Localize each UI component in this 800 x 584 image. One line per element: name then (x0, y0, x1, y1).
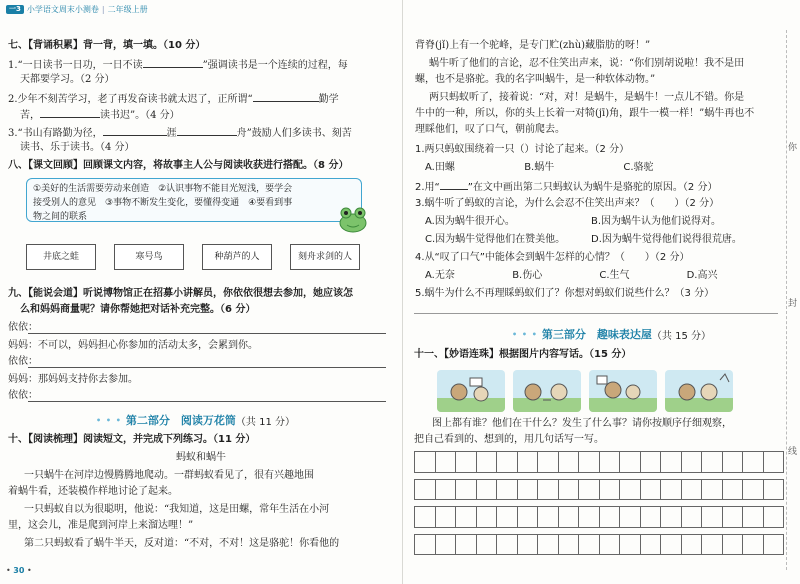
q4-option-b[interactable]: B.伤心 (512, 270, 543, 281)
story-r5: 牛中的一种，所以，你的头上长着一对犄(jī)角，跟牛一模一样！”蜗牛再也不 (415, 108, 755, 119)
q4-option-c[interactable]: C.生气 (599, 270, 630, 281)
q8-box-line-3: 物之间的联系 (33, 212, 88, 222)
q7-line-2: 天都要学习。（2 分） (20, 74, 115, 85)
q9-dialog-3: 依依： (8, 356, 38, 367)
card-hanhao-bird[interactable]: 寒号鸟 (114, 244, 184, 270)
page-header: 一3 小学语文周末小测卷 | 二年级上册 (6, 4, 148, 15)
q7-line-3: 2.少年不刻苦学习，老了再发奋读书就太迟了，正所谓“ 勤学 (8, 90, 339, 108)
q1-option-a[interactable]: A.田螺 (425, 162, 455, 173)
card-gourd-planter[interactable]: 种葫芦的人 (202, 244, 272, 270)
binding-word-3: 线 (788, 447, 798, 457)
q9-dialog-2: 妈妈：不可以，妈妈担心你参加的活动太多，会累到你。 (8, 340, 258, 351)
story-p1: 一只蜗牛在河岸边慢腾腾地爬动。一群蚂蚁看见了，很有兴趣地围 (24, 470, 314, 481)
binding-cut-line (786, 30, 787, 570)
part2-points: （共 11 分） (235, 416, 296, 428)
sub-q1-options (425, 160, 725, 176)
q11-prompt-1: 图上都有谁？他们在干什么？发生了什么事？请你按顺序仔细观察， (432, 418, 732, 429)
q10-title: 十、【阅读梳理】阅读短文，并完成下列练习。（11 分） (8, 434, 256, 445)
scene-picture-1 (437, 370, 505, 412)
story-p5: 第二只蚂蚁看了蜗牛半天，反对道：“不对，不对！这是骆驼！你看他的 (24, 538, 340, 549)
picture-sequence (437, 370, 733, 412)
sub-q1: 1.两只蚂蚁围绕着一只（）讨论了起来。（2 分） (415, 144, 630, 155)
q7-line-6: 读书、乐于读书。（4 分） (20, 142, 135, 153)
frog-mascot-icon (336, 205, 370, 233)
story-r1: 背脊(jǐ)上有一个驼峰，是专门贮(zhù)藏脂肪的呀！” (415, 40, 651, 51)
q11-title: 十一、【妙语连珠】根据图片内容写话。（15 分） (414, 349, 632, 360)
scene-picture-3 (589, 370, 657, 412)
scene-picture-2 (513, 370, 581, 412)
story-title: 蚂蚁和蜗牛 (176, 452, 226, 463)
q4-option-d[interactable]: D.高兴 (686, 270, 718, 281)
q8-story-cards (26, 244, 360, 270)
q11-prompt-2: 把自己看到的、想到的，用几句话写一写。 (414, 434, 604, 445)
sub-q4: 4.从“叹了口气”中能体会到蜗牛怎样的心情？（ ）（2 分） (415, 252, 690, 263)
q3-option-a[interactable]: A.因为蜗牛很开心。 (425, 216, 515, 227)
wavy-line-mark (440, 178, 468, 190)
q9-title-2: 么和妈妈商量呢？请你帮她把对话补充完整。（6 分） (20, 304, 256, 315)
q4-options (425, 268, 717, 284)
q7-line-4: 苦， 读书迟”。（4 分） (20, 106, 180, 124)
q7-blank-1[interactable] (143, 56, 203, 68)
q9-answer-line-3[interactable] (28, 401, 386, 402)
q4-option-a[interactable]: A.无奈 (425, 270, 455, 281)
q3-options-row-1 (425, 214, 721, 230)
q3-option-d[interactable]: D.因为蜗牛觉得他们说得很荒唐。 (591, 234, 742, 245)
q7-blank-2[interactable] (253, 90, 319, 102)
sub-q2: 2.用“ ”在文中画出第二只蚂蚁认为蜗牛是骆驼的原因。（2 分） (415, 178, 717, 196)
q7-line-5: 3.“书山有路勤为径， 涯 舟”鼓励人们多读书、刻苦 (8, 124, 352, 142)
q9-answer-line-1[interactable] (28, 333, 386, 334)
part3-points: （共 15 分） (651, 330, 712, 342)
answer-divider (414, 313, 778, 314)
q9-dialog-1: 依依： (8, 322, 38, 333)
writing-grid[interactable] (414, 451, 784, 555)
story-r2: 蜗牛听了他们的言论，忍不住笑出声来，说：“你们别胡说啦！我不是田 (429, 58, 745, 69)
q8-harvest-box (26, 178, 362, 222)
q3-option-c[interactable]: C.因为蜗牛觉得他们在赞美他。 (425, 234, 566, 245)
card-boat-sword[interactable]: 刻舟求剑的人 (290, 244, 360, 270)
story-r4: 两只蚂蚁听了，接着说：“对，对！是蜗牛，是蜗牛！一点儿不错。你是 (429, 92, 745, 103)
binding-word-2: 封 (788, 299, 798, 309)
series-logo: 一3 (6, 5, 24, 14)
q7-blank-4[interactable] (103, 124, 167, 136)
q8-title: 八、【课文回顾】回顾课文内容，将故事主人公与阅读收获进行搭配。（8 分） (8, 160, 349, 171)
q1-option-b[interactable]: B.蜗牛 (524, 162, 555, 173)
q3-options-row-2 (425, 232, 742, 248)
sub-q3: 3.蜗牛听了蚂蚁的言论，为什么会忍不住笑出声来？（ ）（2 分） (415, 198, 720, 209)
q7-blank-3[interactable] (40, 106, 100, 118)
q7-blank-5[interactable] (177, 124, 237, 136)
q9-answer-line-2[interactable] (28, 367, 386, 368)
grade-label: 二年级上册 (107, 5, 148, 14)
card-well-frog[interactable]: 井底之蛙 (26, 244, 96, 270)
q9-title-1: 九、【能说会道】听说博物馆正在招募小讲解员，你依依很想去参加，她应该怎 (8, 288, 353, 299)
part2-heading: • • • 第二部分 阅读万花筒 （共 11 分） (96, 414, 296, 428)
q7-line-1: 1.“一日读书一日功，一日不读 ”强调读书是一个连续的过程，每 (8, 56, 348, 74)
story-p4: 里，这会儿，准是爬到河岸上来溜达哩！” (8, 520, 194, 531)
q1-option-c[interactable]: C.骆驼 (623, 162, 654, 173)
q7-title: 七、【背诵积累】背一背，填一填。（10 分） (8, 40, 206, 51)
q3-option-b[interactable]: B.因为蜗牛认为他们说得对。 (591, 216, 722, 227)
part3-heading: • • • 第三部分 趣味表达屋 （共 15 分） (512, 328, 712, 342)
story-p2: 着蜗牛看，还装模作样地讨论了起来。 (8, 486, 178, 497)
q9-dialog-4: 妈妈：那妈妈支持你去参加。 (8, 374, 138, 385)
sub-q5: 5.蜗牛为什么不再理睬蚂蚁们了？你想对蚂蚁们说些什么？（3 分） (415, 288, 715, 299)
part3-title: 第三部分 趣味表达屋 (541, 328, 652, 341)
series-title: 小学语文周末小测卷 (26, 5, 99, 14)
story-r3: 螺，也不是骆驼。我的名字叫蜗牛，是一种软体动物。” (415, 74, 656, 85)
q8-box-line-2: 接受别人的意见 ③事物不断发生变化，要懂得变通 ④要看到事 (33, 198, 293, 208)
part2-title: 第二部分 阅读万花筒 (125, 414, 236, 427)
binding-word-1: 你 (788, 143, 798, 153)
page-number: • 30 • (6, 566, 32, 575)
q9-dialog-5: 依依： (8, 390, 38, 401)
story-r6: 理睬他们，叹了口气，朝前爬去。 (415, 124, 565, 135)
q8-box-line-1: ①美好的生活需要劳动来创造 ②认识事物不能目光短浅，要学会 (33, 184, 293, 194)
story-p3: 一只蚂蚁自以为很聪明，他说：“我知道，这是田螺，常年生活在小河 (24, 504, 330, 515)
scene-picture-4 (665, 370, 733, 412)
